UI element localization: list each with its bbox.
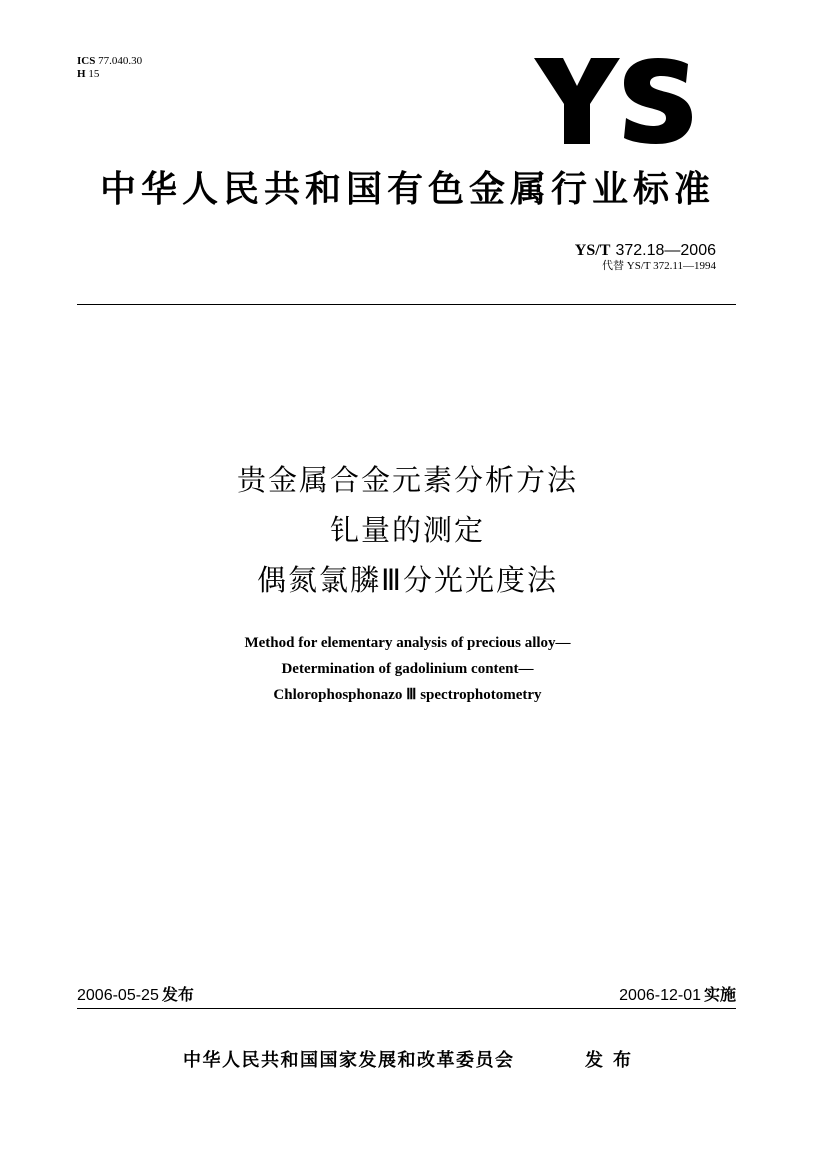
implement-date-block xyxy=(619,985,736,1006)
ccs-line xyxy=(77,68,142,81)
ccs-code: 15 xyxy=(88,68,100,80)
english-title-line-3: Chlorophosphonazo Ⅲ spectrophotometry xyxy=(273,687,542,703)
issue-date-block xyxy=(77,985,194,1006)
standard-code: 372.18—2006 xyxy=(615,242,716,259)
standard-number-block xyxy=(575,241,716,273)
english-title-line-2: Determination of gadolinium content— xyxy=(281,661,534,677)
header-divider xyxy=(77,304,736,305)
chinese-title-line-2: 钆量的测定 xyxy=(329,513,485,547)
replaces-standard: 代替 YS/T 372.11—1994 xyxy=(602,260,716,272)
publish-word: 发布 xyxy=(585,1050,641,1071)
ys-logo-letter-s xyxy=(624,58,692,144)
implement-word: 实施 xyxy=(703,985,736,1004)
chinese-title-line-1: 贵金属合金元素分析方法 xyxy=(236,463,578,497)
ics-label: ICS xyxy=(77,55,96,67)
ys-logo xyxy=(530,58,692,144)
ics-code: 77.040.30 xyxy=(98,55,143,67)
issue-word: 发布 xyxy=(161,985,194,1004)
chinese-title xyxy=(0,455,815,605)
standard-prefix: YS/T xyxy=(574,242,611,259)
standard-number xyxy=(575,241,716,260)
ics-line xyxy=(77,55,142,68)
footer-divider xyxy=(77,1008,736,1009)
english-title xyxy=(0,630,815,708)
ys-logo-letter-y xyxy=(534,58,620,144)
implement-date: 2006-12-01 xyxy=(619,987,701,1004)
industry-title: 中华人民共和国有色金属行业标准 xyxy=(99,169,715,210)
classification-codes xyxy=(77,55,142,81)
chinese-title-line-3: 偶氮氯膦Ⅲ分光光度法 xyxy=(257,563,558,597)
issue-date: 2006-05-25 xyxy=(77,987,159,1004)
ccs-label: H xyxy=(77,68,86,80)
publisher-name: 中华人民共和国国家发展和改革委员会 xyxy=(183,1050,515,1071)
english-title-line-1: Method for elementary analysis of precious alloy— xyxy=(244,635,571,651)
